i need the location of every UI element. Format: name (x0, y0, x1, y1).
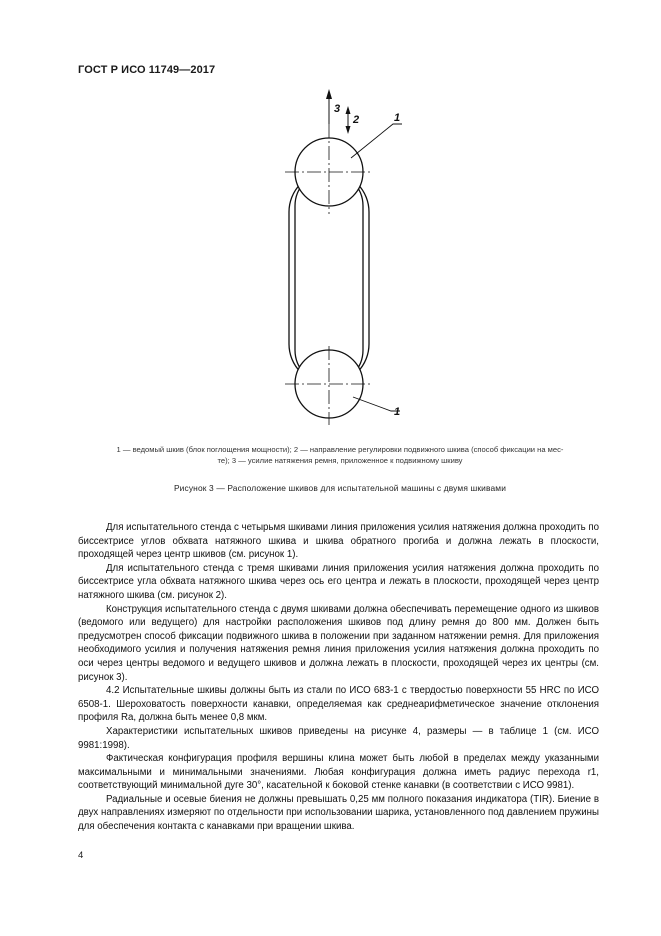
page-number: 4 (78, 850, 84, 861)
label-arrow-2: 2 (353, 114, 360, 126)
figure-legend-line-2: те); 3 — усилие натяжения ремня, приложенное к подвижному шкиву (217, 456, 463, 465)
callout-1-top-leader (351, 124, 402, 158)
figure-caption: Рисунок 3 — Расположение шкивов для испытательной машины с двумя шкивами (173, 483, 507, 493)
label-callout-1-top: 1 (394, 112, 401, 124)
document-header: ГОСТ Р ИСО 11749—2017 (78, 64, 216, 76)
label-arrow-3: 3 (334, 103, 341, 115)
arrow-3-head (326, 89, 332, 99)
body-text (78, 521, 599, 834)
paragraph: Для испытательного стенда с четырьмя шкивами линия приложения усилия натяжения должна проходить по биссектрисе углов обхвата натяжного шкива и шкива обратного прогиба и должна лежать в плоскости, проходящей через центр шкивов (см. рисунок 1). (78, 522, 599, 561)
paragraph: Конструкция испытательного стенда с двумя шкивами должна обеспечивать перемещение одного из шкивов (ведомого или ведущего) для настройки расположения шкивов под длину ремня до 800 мм. Должен быть предусмотрен способ фиксации подвижного шкива в положении при заданном натяжении ремня. Для приложения необходимого усилия и получения натяжения ремня линия приложения усилия натяжения должна проходить по оси через центры ведомого и ведущего шкивов и должна лежать в плоскости, проходящей через их центры (см. рисунок 3). (78, 603, 599, 683)
label-callout-1-bottom: 1 (394, 406, 401, 418)
paragraph: Фактическая конфигурация профиля вершины клина может быть любой в пределах между указанными максимальными и минимальными значениями. Любая конфигурация должна иметь радиус перехода r1, соответствующий минимальной дуге 30°, касательной к боковой стенке канавки (в соответствии с ИСО 9981). (78, 753, 599, 792)
paragraph: 4.2 Испытательные шкивы должны быть из стали по ИСО 683-1 с твердостью поверхности 55 HRC по ИСО 6508-1. Шероховатость поверхности канавки, определяемая как среднеарифметическое значение отклонения профиля Ra, должна быть менее 0,8 мкм. (78, 685, 599, 724)
pulley-diagram (0, 0, 661, 460)
paragraph: Характеристики испытательных шкивов приведены на рисунке 4, размеры — в таблице 1 (см. ИСО 9981:1998). (78, 725, 599, 751)
paragraph: Для испытательного стенда с тремя шкивами линия приложения усилия натяжения должна проходить по биссектрисе угла обхвата натяжного шкива через ось его центра и лежать в плоскости, проходящей через центр натяжного шкива (см. рисунок 2). (78, 562, 599, 601)
arrow-2-head-up (346, 106, 351, 114)
figure-legend-line-1: 1 — ведомый шкив (блок поглощения мощности); 2 — направление регулировки подвижного шкива (способ фиксации на мес- (116, 445, 564, 454)
paragraph: Радиальные и осевые биения не должны превышать 0,25 мм полного показания индикатора (TIR). Биение в двух направлениях измеряют по отдельности при использовании шарика, установленного под давлением пружины для обеспечения контакта с канавками при вращении шкива. (78, 793, 599, 833)
arrow-2-head-down (346, 126, 351, 134)
